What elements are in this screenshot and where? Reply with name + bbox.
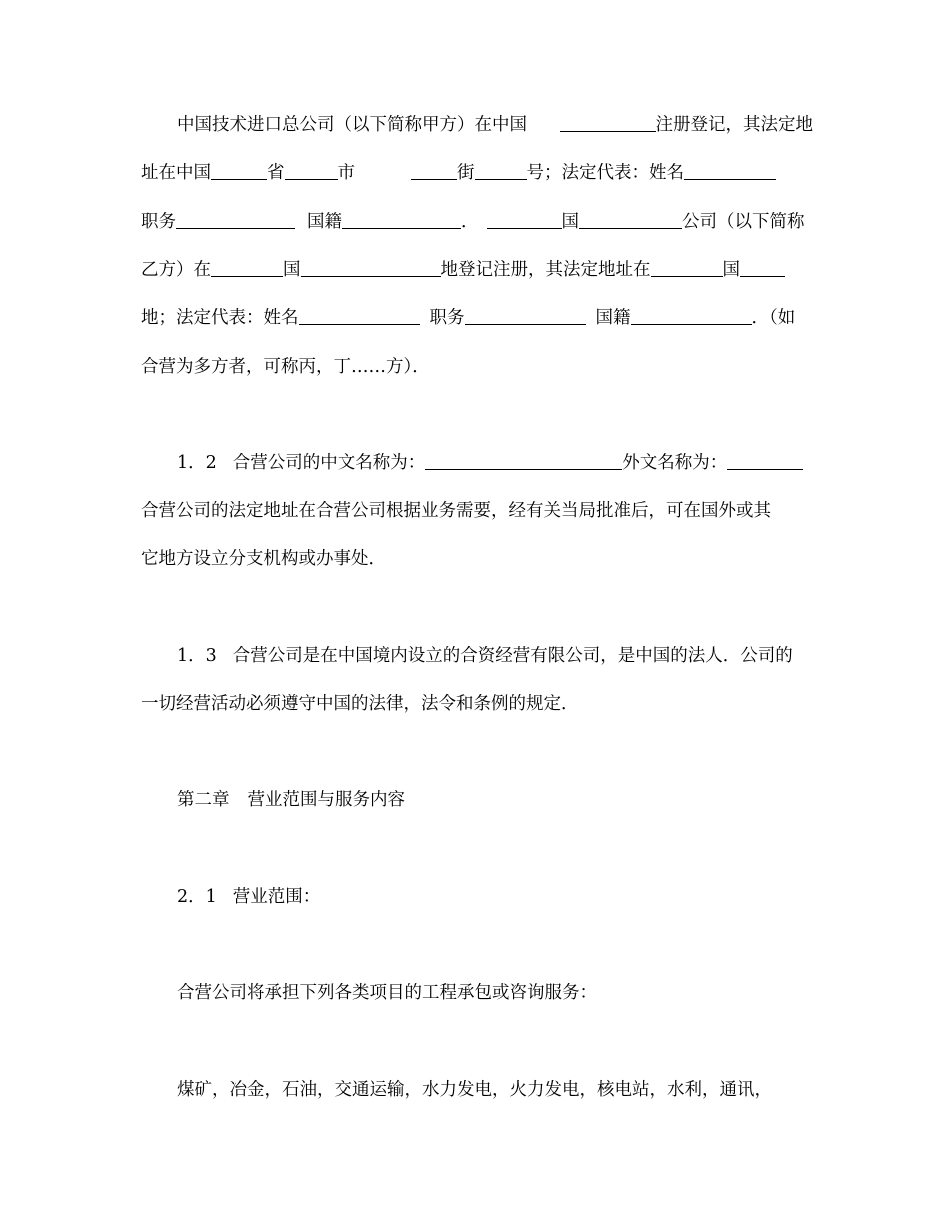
- chapter-2-heading: 第二章 营业范围与服务内容: [177, 790, 405, 810]
- clause-2-1-heading: 2．1 营业范围：: [177, 887, 321, 907]
- blank-field[interactable]: [211, 158, 267, 180]
- blank-field[interactable]: [651, 255, 723, 277]
- clause-1-2-line-1: 1．2 合营公司的中文名称为： 外文名称为：: [177, 448, 813, 478]
- preamble-line-6: 合营为多方者，可称丙，丁……方）．: [141, 357, 430, 377]
- blank-field[interactable]: [301, 255, 441, 277]
- clause-number: 1．2: [177, 453, 217, 473]
- blank-field[interactable]: [487, 207, 562, 229]
- blank-field[interactable]: [631, 303, 752, 325]
- blank-field[interactable]: [465, 303, 586, 325]
- blank-field[interactable]: [560, 110, 656, 132]
- blank-field[interactable]: [176, 207, 295, 229]
- blank-field[interactable]: [342, 207, 461, 229]
- clause-1-3-line-1: 1．3 合营公司是在中国境内设立的合资经营有限公司，是中国的法人．公司的: [177, 646, 793, 666]
- blank-field[interactable]: [411, 158, 457, 180]
- blank-field[interactable]: [579, 207, 682, 229]
- preamble-line-2: 址在中国 省 市 街 号；法定代表：姓名: [141, 158, 813, 188]
- blank-field[interactable]: [285, 158, 338, 180]
- clause-number: 1．3: [177, 646, 217, 666]
- blank-field[interactable]: [740, 255, 785, 277]
- preamble-line-4: 乙方）在 国 地登记注册，其法定地址在 国: [141, 255, 813, 285]
- clause-1-3-line-2: 一切经营活动必须遵守中国的法律，法令和条例的规定．: [141, 694, 579, 714]
- scope-list: 煤矿，冶金，石油，交通运输，水力发电，火力发电，核电站，水利，通讯，: [177, 1080, 772, 1100]
- blank-field[interactable]: [425, 448, 622, 470]
- blank-field[interactable]: [475, 158, 527, 180]
- preamble-line-3: 职务 国籍 ． 国 公司（以下简称: [141, 207, 813, 237]
- clause-1-2-line-2: 合营公司的法定地址在合营公司根据业务需要，经有关当局批准后，可在国外或其: [141, 501, 771, 521]
- blank-field[interactable]: [684, 158, 776, 180]
- preamble-line-1: 中国技术进口总公司（以下简称甲方）在中国 注册登记，其法定地: [177, 110, 813, 140]
- clause-number: 2．1: [177, 887, 217, 907]
- scope-intro: 合营公司将承担下列各类项目的工程承包或咨询服务：: [177, 983, 597, 1003]
- blank-field[interactable]: [727, 448, 803, 470]
- blank-field[interactable]: [299, 303, 420, 325]
- preamble-line-5: 地；法定代表：姓名 职务 国籍 ．（如: [141, 303, 813, 333]
- clause-1-2-line-3: 它地方设立分支机构或办事处．: [141, 549, 386, 569]
- blank-field[interactable]: [211, 255, 283, 277]
